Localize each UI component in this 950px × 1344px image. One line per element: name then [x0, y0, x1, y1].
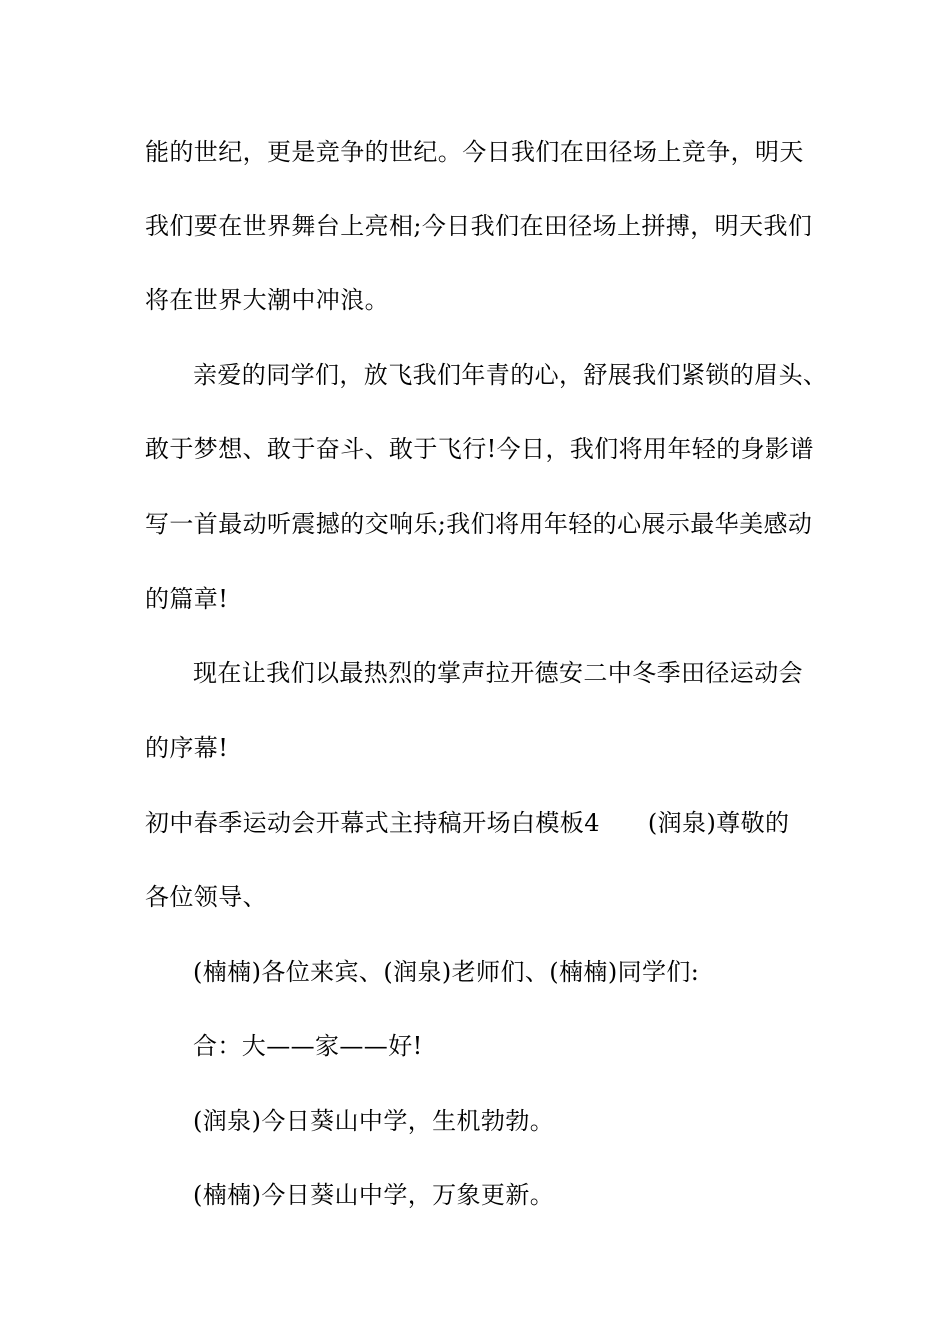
speaker-line: (楠楠)各位来宾、(润泉)老师们、(楠楠)同学们:	[193, 958, 700, 986]
speaker-line: (润泉)尊敬的	[647, 809, 790, 837]
paragraph-line: 亲爱的同学们，放飞我们年青的心，舒展我们紧锁的眉头、	[193, 361, 828, 389]
paragraph-line: 现在让我们以最热烈的掌声拉开德安二中冬季田径运动会	[193, 659, 803, 687]
paragraph-line: 我们要在世界舞台上亮相;今日我们在田径场上拼搏，明天我们	[145, 212, 813, 240]
section-heading: 初中春季运动会开幕式主持稿开场白模板4	[145, 809, 600, 837]
section-heading-line	[145, 808, 789, 838]
paragraph-line: 的篇章!	[145, 585, 229, 613]
paragraph-line: 敢于梦想、敢于奋斗、敢于飞行!今日，我们将用年轻的身影谱	[145, 435, 814, 463]
paragraph-line: 的序幕!	[145, 734, 229, 762]
paragraph-line: 各位领导、	[145, 883, 267, 911]
speaker-line: (楠楠)今日葵山中学，万象更新。	[193, 1181, 555, 1209]
paragraph-line: 写一首最动听震撼的交响乐;我们将用年轻的心展示最华美感动	[145, 510, 813, 538]
paragraph-line: 能的世纪，更是竞争的世纪。今日我们在田径场上竞争，明天	[145, 138, 804, 166]
speaker-line: (润泉)今日葵山中学，生机勃勃。	[193, 1107, 555, 1135]
speaker-line: 合：大——家——好!	[193, 1032, 423, 1060]
paragraph-line: 将在世界大潮中冲浪。	[145, 286, 389, 314]
